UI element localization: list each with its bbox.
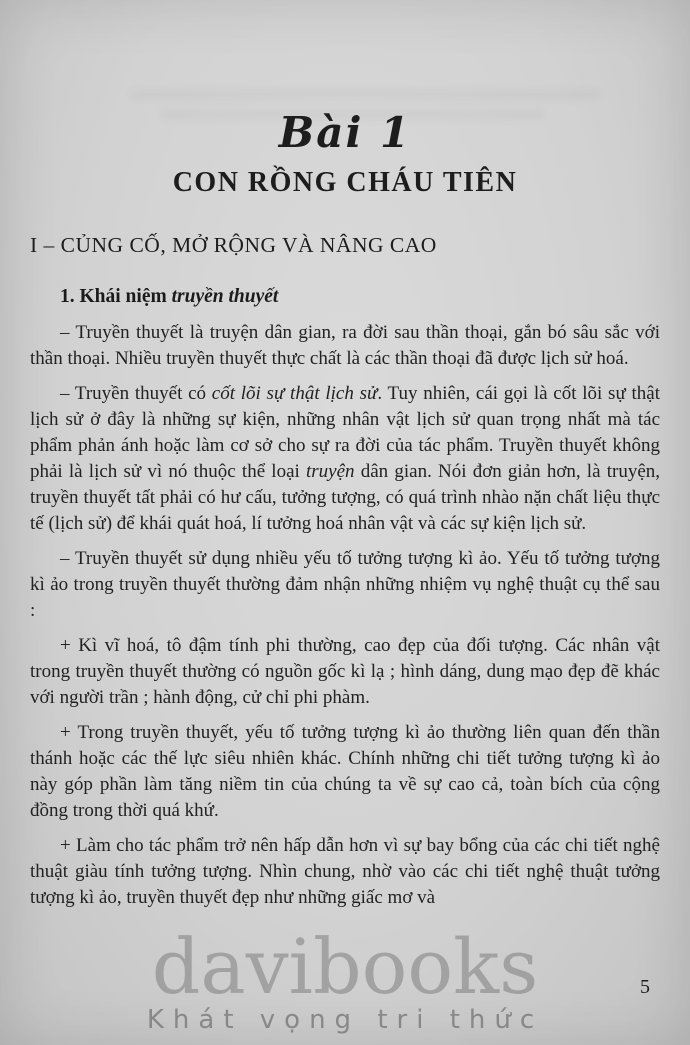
watermark-brand: davibooks bbox=[151, 922, 539, 1011]
lesson-number: Bài 1 bbox=[278, 108, 412, 157]
paragraph-bullet-2: + Trong truyền thuyết, yếu tố tưởng tượng kì ảo thường liên quan đến thần thánh hoặc các thế lực siêu nhiên khác. Chính những chi tiết tưởng tượng kì ảo này góp phần làm tăng niềm tin của chúng ta về sự cao cả, toàn bích của cộng đồng trong thời quá khứ. bbox=[30, 722, 660, 821]
paragraph-segment-italic: truyện bbox=[306, 461, 355, 482]
subsection-heading-term: truyền thuyết bbox=[171, 286, 279, 307]
page-number: 5 bbox=[640, 976, 650, 998]
subsection-heading-prefix: 1. Khái niệm bbox=[60, 286, 172, 307]
paragraph-segment: – Truyền thuyết có bbox=[60, 383, 212, 404]
section-heading: I – CỦNG CỐ, MỞ RỘNG VÀ NÂNG CAO bbox=[30, 233, 437, 257]
subsection-heading bbox=[30, 286, 660, 308]
paragraph-definition: – Truyền thuyết là truyện dân gian, ra đời sau thần thoại, gắn bó sâu sắc với thần thoại. Nhiều truyền thuyết thực chất là các thần thoại đã được lịch sử hoá. bbox=[30, 322, 660, 369]
paragraph-segment: dân gian. Nói đơn giản hơn, là truyện, truyền thuyết tất phải có hư cấu, tưởng tượng, có quá trình nhào nặn chất liệu thực tế (lịch sử) để khái quát hoá, lí tưởng hoá nhân vật và các sự kiện lịch sử. bbox=[30, 461, 660, 534]
paragraph-segment: . Tuy nhiên, cái gọi là cốt lõi sự thật lịch sử ở đây là những sự kiện, những nhân vật lịch sử quan trọng nhất mà tác phẩm phản ánh hoặc làm cơ sở cho sự ra đời của tác phẩm. Truyền thuyết không phải là lịch sử vì nó thuộc thể loại bbox=[30, 383, 660, 482]
paragraph-bullet-3: + Làm cho tác phẩm trở nên hấp dẫn hơn vì sự bay bổng của các chi tiết nghệ thuật giàu tính tưởng tượng. Nhìn chung, nhờ vào các chi tiết nghệ thuật tưởng tượng kì ảo, truyền thuyết đẹp như những giấc mơ và bbox=[30, 835, 660, 908]
lesson-title: CON RỒNG CHÁU TIÊN bbox=[172, 167, 518, 198]
paragraph-bullet-1: + Kì vĩ hoá, tô đậm tính phi thường, cao đẹp của đối tượng. Các nhân vật trong truyền thuyết thường có nguồn gốc kì lạ ; hình dáng, dung mạo đẹp đẽ khác với người trần ; hành động, cử chỉ phi phàm. bbox=[30, 635, 660, 708]
paragraph-fantastic-elements: – Truyền thuyết sử dụng nhiều yếu tố tưởng tượng kì ảo. Yếu tố tưởng tượng kì ảo trong truyền thuyết thường đảm nhận những nhiệm vụ nghệ thuật cụ thể sau : bbox=[30, 548, 660, 621]
paragraph-segment-italic: cốt lõi sự thật lịch sử bbox=[211, 383, 378, 404]
paragraph-historical-core bbox=[30, 381, 660, 537]
watermark bbox=[0, 922, 690, 1035]
watermark-slogan: Khát vọng tri thức bbox=[146, 1005, 544, 1035]
page-content bbox=[0, 108, 690, 911]
bleed-line bbox=[130, 89, 600, 100]
